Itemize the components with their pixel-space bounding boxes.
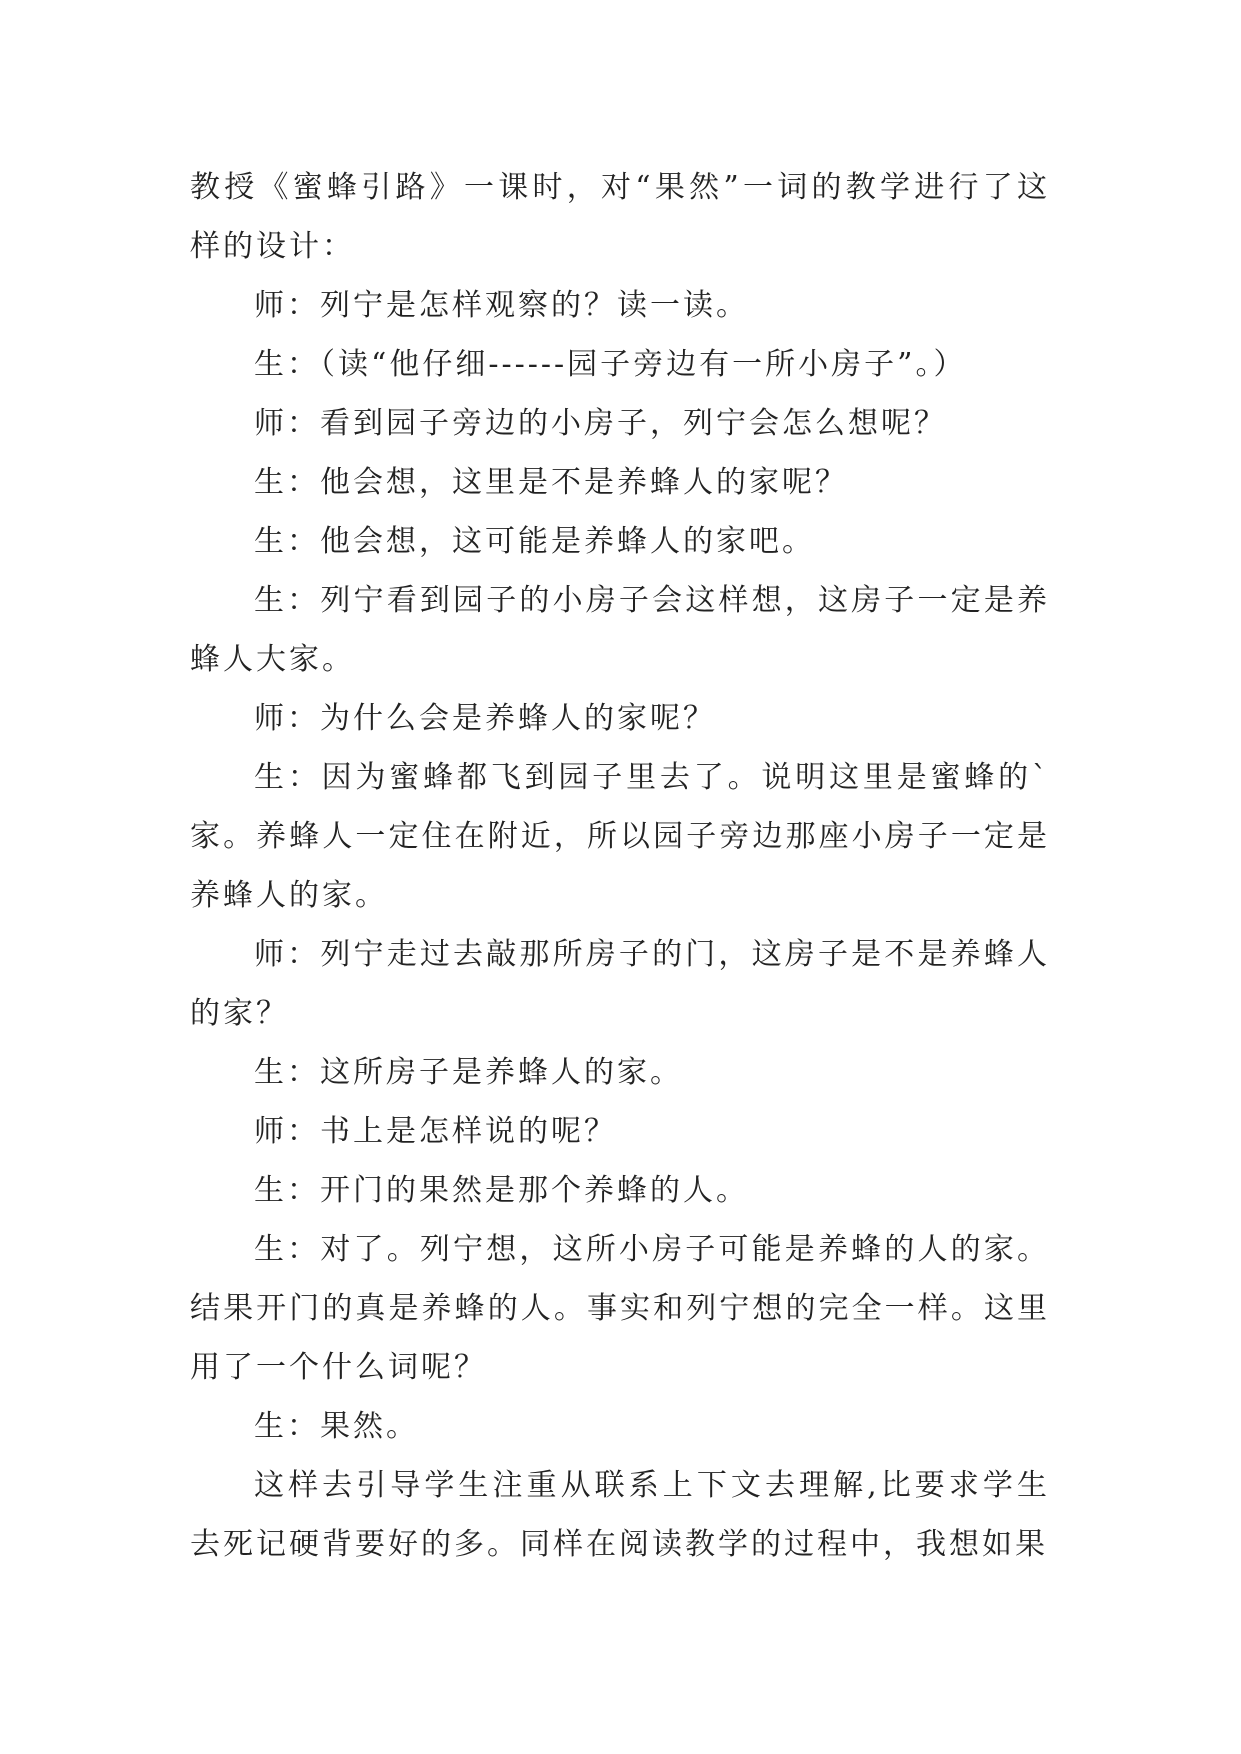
paragraph: 生：他会想，这可能是养蜂人的家吧。 — [254, 524, 815, 559]
paragraph: 生：这所房子是养蜂人的家。 — [254, 1055, 683, 1090]
paragraph: 生：他会想，这里是不是养蜂人的家呢？ — [254, 465, 848, 500]
paragraph: 教授《蜜蜂引路》一课时，对“果然”一词的教学进行了这样的设计： — [190, 170, 1050, 264]
paragraph: 生：列宁看到园子的小房子会这样想，这房子一定是养蜂人大家。 — [190, 583, 1050, 677]
paragraph: 生：（读“他仔细------园子旁边有一所小房子”。） — [254, 347, 967, 382]
paragraph: 生：因为蜜蜂都飞到园子里去了。说明这里是蜜蜂的`家。养蜂人一定住在附近，所以园子旁边那座小房子一定是养蜂人的家。 — [190, 760, 1050, 913]
paragraph: 师：书上是怎样说的呢？ — [254, 1114, 617, 1149]
paragraph: 生：果然。 — [254, 1409, 419, 1444]
paragraph: 这样去引导学生注重从联系上下文去理解,比要求学生去死记硬背要好的多。同样在阅读教学的过程中，我想如果 — [190, 1468, 1050, 1562]
paragraph: 生：对了。列宁想，这所小房子可能是养蜂的人的家。结果开门的真是养蜂的人。事实和列宁想的完全一样。这里用了一个什么词呢？ — [190, 1232, 1050, 1385]
paragraph: 师：为什么会是养蜂人的家呢？ — [254, 701, 716, 736]
paragraph: 生：开门的果然是那个养蜂的人。 — [254, 1173, 749, 1208]
paragraph: 师：看到园子旁边的小房子，列宁会怎么想呢？ — [254, 406, 947, 441]
paragraph: 师：列宁走过去敲那所房子的门，这房子是不是养蜂人的家？ — [190, 937, 1050, 1031]
document-body — [190, 158, 1050, 1574]
paragraph: 师：列宁是怎样观察的？读一读。 — [254, 288, 749, 323]
